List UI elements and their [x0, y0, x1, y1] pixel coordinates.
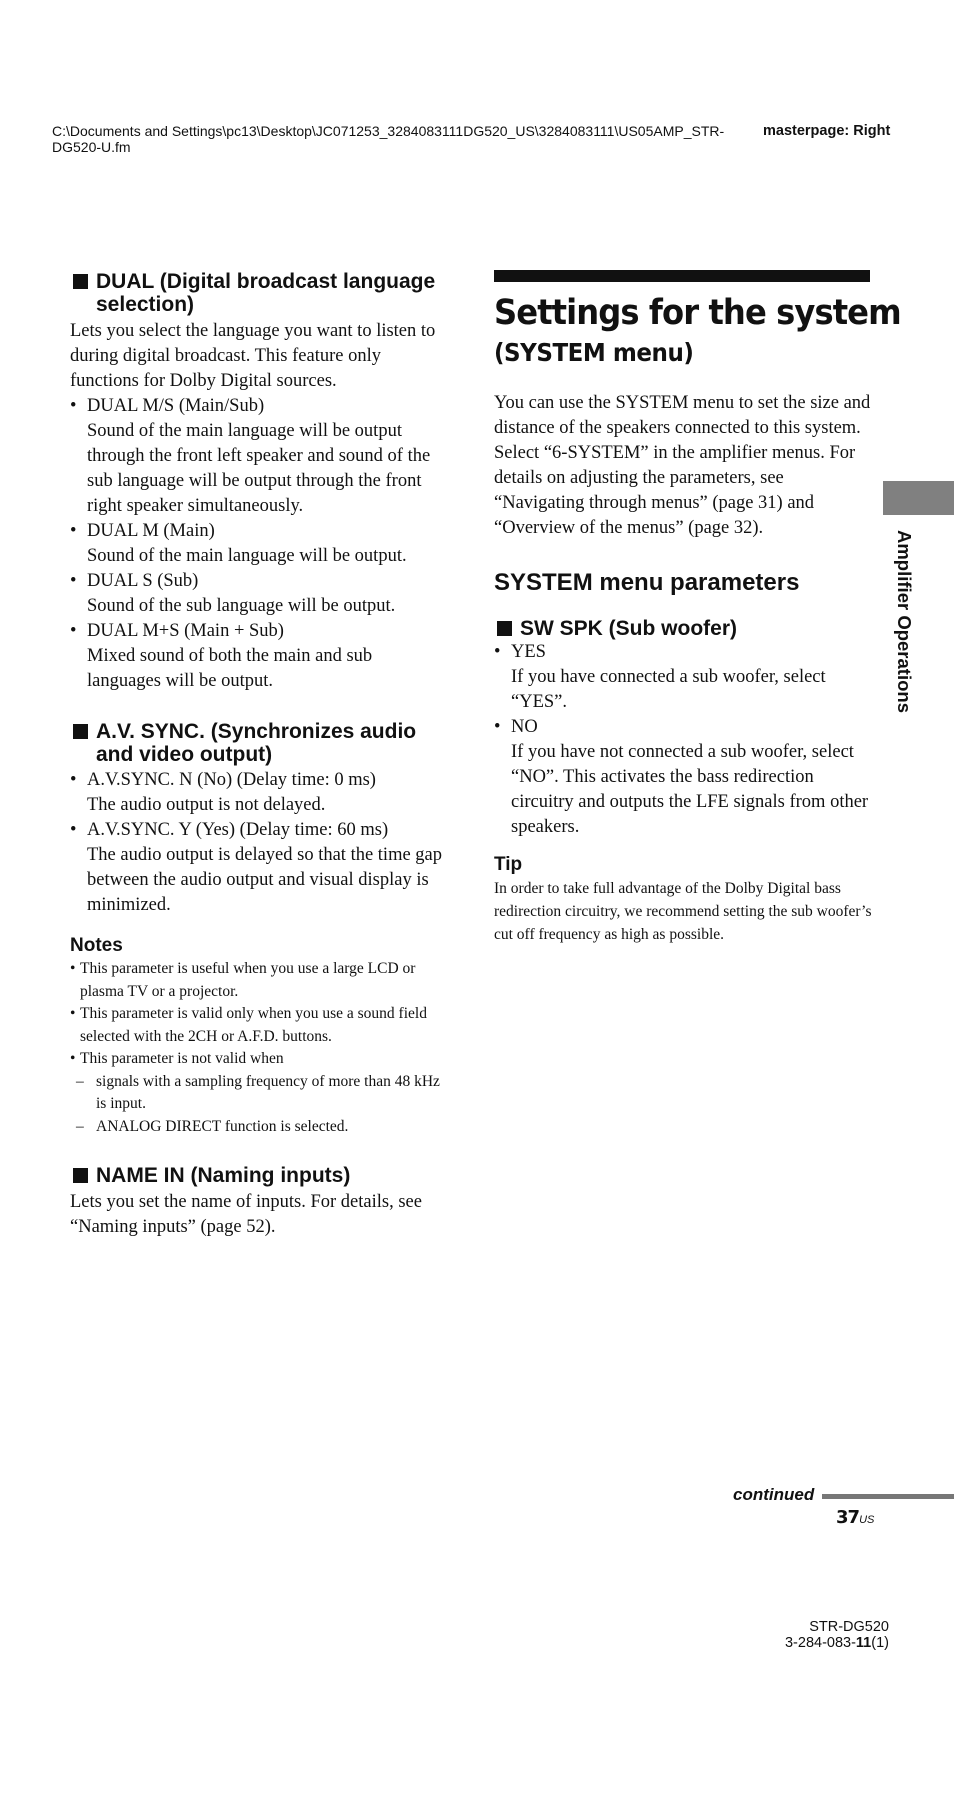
list-item: – signals with a sampling frequency of more than 48 kHz is input. [76, 1072, 440, 1112]
name-in-text: Lets you set the name of inputs. For details, see “Naming inputs” (page 52). [70, 1192, 422, 1237]
list-item: • This parameter is valid only when you use a sound field selected with the 2CH or A.F.D. buttons. [70, 1005, 427, 1045]
list-item: • DUAL M+S (Main + Sub) Mixed sound of both the main and sub languages will be output. [70, 621, 373, 691]
list-item: • A.V.SYNC. Y (Yes) (Delay time: 60 ms) The audio output is delayed so that the time gap between the audio output and visual display is minimized. [70, 820, 443, 915]
sw-spk-heading: SW SPK (Sub woofer) [494, 617, 876, 640]
avsync-heading: A.V. SYNC. (Synchronizes audio and video output) [70, 720, 450, 766]
list-item: • This parameter is not valid when [70, 1050, 284, 1067]
square-bullet-icon [497, 621, 512, 636]
page-title: Settings for the system [494, 293, 901, 333]
square-bullet-icon [73, 1168, 88, 1183]
square-bullet-icon [73, 724, 88, 739]
list-item: • This parameter is useful when you use a large LCD or plasma TV or a projector. [70, 960, 416, 1000]
list-item: • DUAL M (Main) Sound of the main language will be output. [70, 521, 407, 566]
tip-text: In order to take full advantage of the Dolby Digital bass redirection circuitry, we recommend setting the sub woofer’s cut off frequency as high as possible. [494, 880, 872, 943]
name-in-heading: NAME IN (Naming inputs) [70, 1164, 450, 1187]
file-path-header: C:\Documents and Settings\pc13\Desktop\JC071253_3284083111DG520_US\3284083111\US05AMP_STR-DG520-U.fm [52, 123, 725, 155]
system-intro: You can use the SYSTEM menu to set the size and distance of the speakers connected to this system. [494, 393, 871, 438]
notes-heading: Notes [70, 935, 123, 956]
section-tab-label: Amplifier Operations [894, 530, 915, 713]
section-tab [883, 481, 954, 515]
list-item: • YES If you have connected a sub woofer, select “YES”. [494, 642, 826, 712]
sw-spk-options-list [494, 640, 876, 840]
tip-heading: Tip [494, 854, 523, 875]
masterpage-label: masterpage: Right [763, 123, 891, 139]
dual-options-list [70, 394, 450, 694]
dual-heading: DUAL (Digital broadcast language selection) [70, 270, 450, 316]
system-instructions: Select “6-SYSTEM” in the amplifier menus. For details on adjusting the parameters, see “Navigating through menus” (page 31) and “Overview of the menus” (page 32). [494, 443, 856, 538]
dual-intro: Lets you select the language you want to listen to during digital broadcast. This feature only functions for Dolby Digital sources. [70, 321, 436, 391]
params-heading: SYSTEM menu parameters [494, 569, 800, 596]
notes-list [70, 958, 450, 1138]
list-item: – ANALOG DIRECT function is selected. [76, 1117, 349, 1135]
list-item: • NO If you have not connected a sub woofer, select “NO”. This activates the bass redirection circuitry and outputs the LFE signals from other speakers. [494, 717, 869, 837]
title-rule [494, 270, 870, 282]
continued-rule [822, 1494, 954, 1499]
right-column [494, 270, 901, 946]
square-bullet-icon [73, 274, 88, 289]
list-item: • A.V.SYNC. N (No) (Delay time: 0 ms) The audio output is not delayed. [70, 770, 376, 815]
model-code: STR-DG520 3-284-083-11(1) [784, 1619, 889, 1651]
page-subtitle: (SYSTEM menu) [494, 338, 694, 367]
continued-label: continued [733, 1485, 815, 1504]
list-item: • DUAL M/S (Main/Sub) Sound of the main language will be output through the front left speaker and sound of the sub language will be output through the front right speaker simultaneously. [70, 396, 431, 516]
page-number: 37US [836, 1507, 875, 1528]
avsync-options-list [70, 768, 450, 918]
left-column [70, 270, 450, 1240]
list-item: • DUAL S (Sub) Sound of the sub language will be output. [70, 571, 396, 616]
